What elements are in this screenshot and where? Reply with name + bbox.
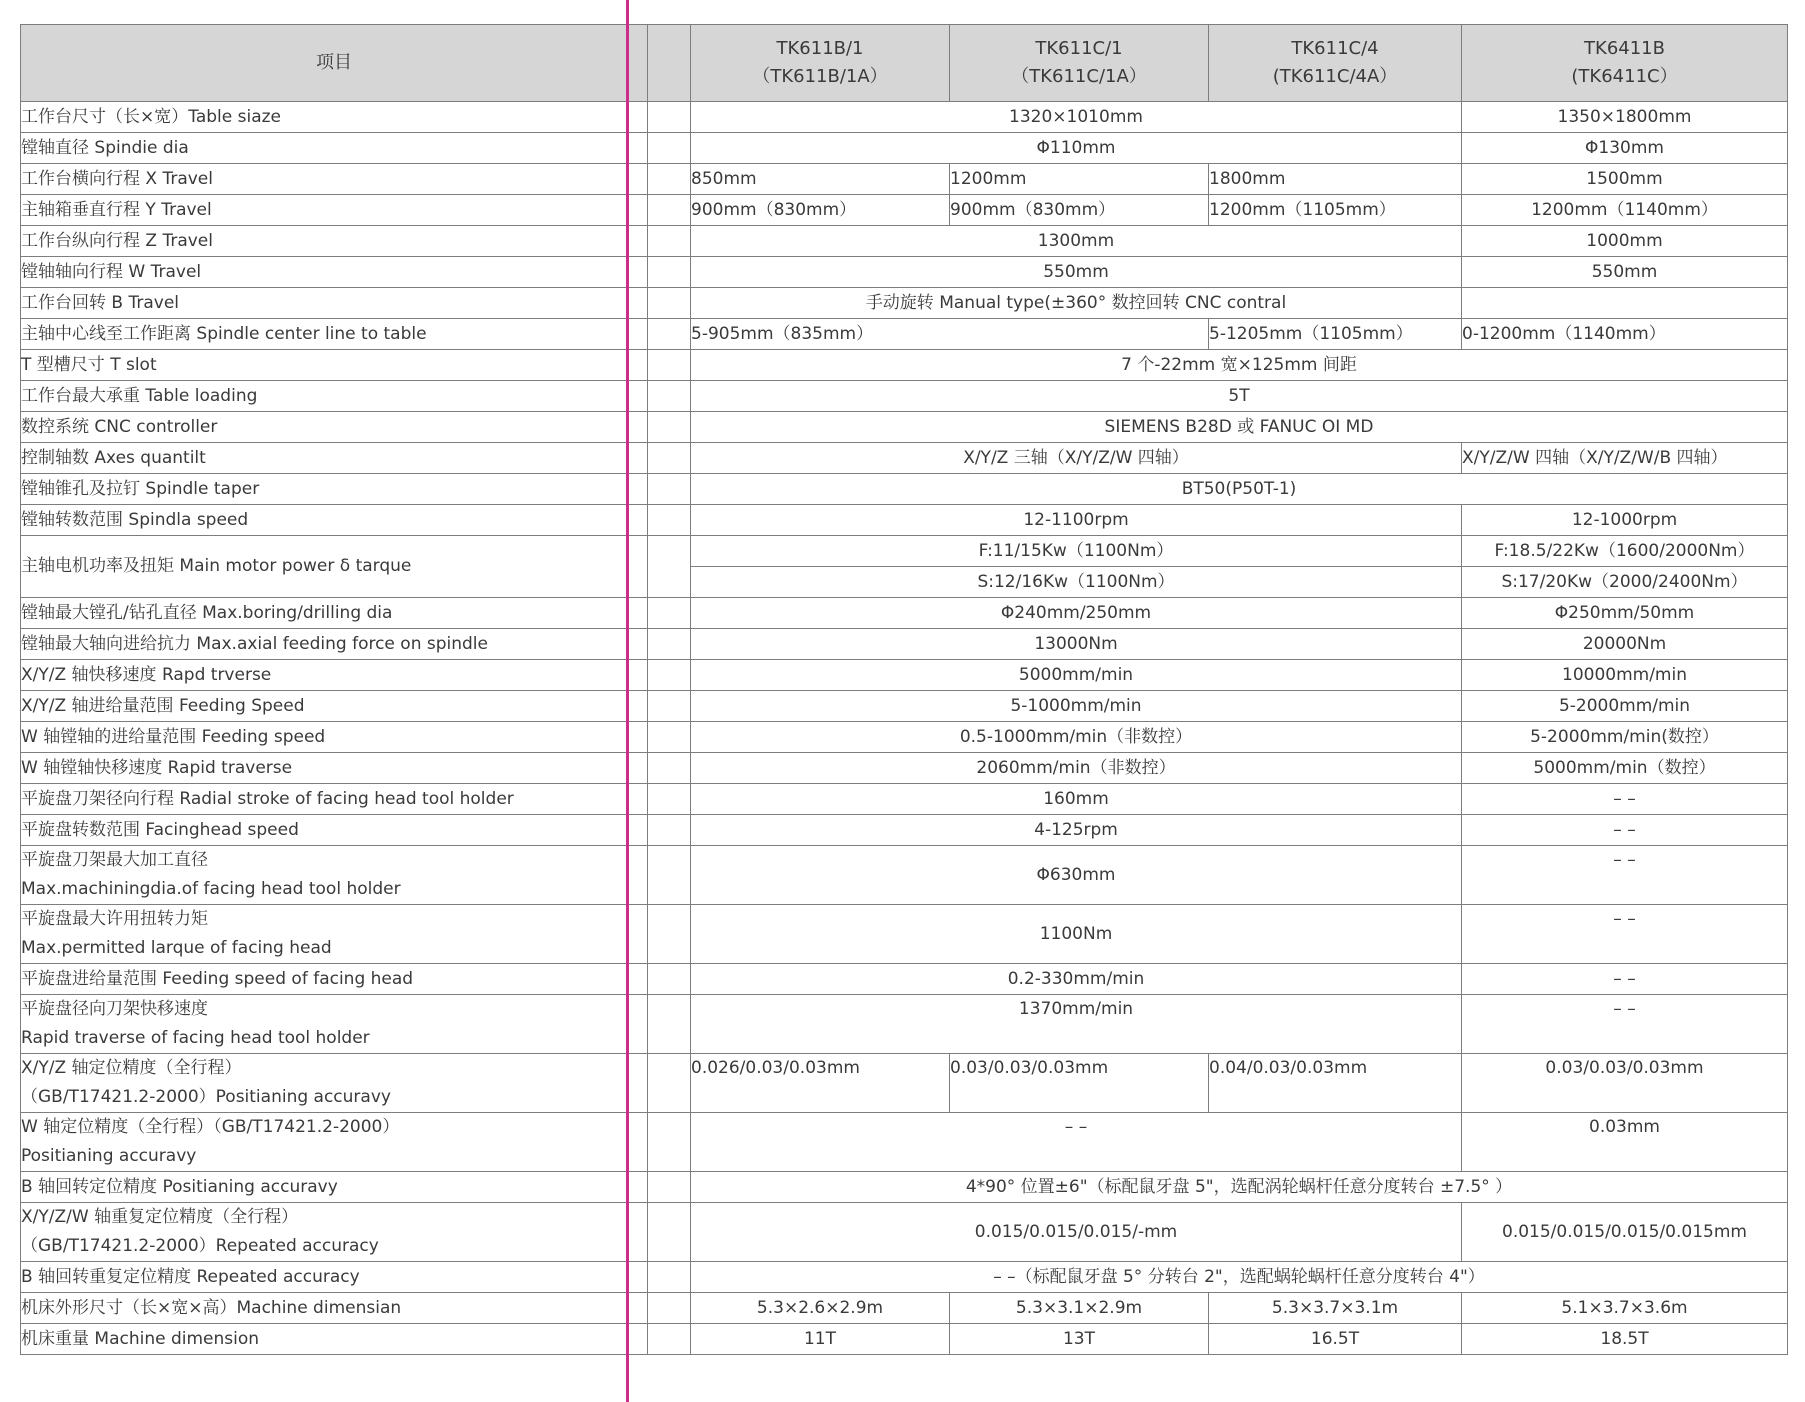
gap-cell (648, 412, 691, 443)
row-label: 主轴电机功率及扭矩 Main motor power δ tarque (21, 536, 648, 598)
table-row (21, 536, 1788, 567)
table-row (21, 381, 1788, 412)
value-cell: 0.03mm (1462, 1113, 1788, 1172)
value-cell: 5.3×2.6×2.9m (691, 1293, 950, 1324)
table-row (21, 964, 1788, 995)
table-row (21, 753, 1788, 784)
value-cell: 20000Nm (1462, 629, 1788, 660)
row-label: 工作台尺寸（长×宽）Table siaze (21, 102, 648, 133)
value-cell: F:11/15Kw（1100Nm） (691, 536, 1462, 567)
table-row (21, 1324, 1788, 1355)
gap-cell (648, 226, 691, 257)
gap-cell (648, 536, 691, 598)
value-cell: 4*90° 位置±6"（标配鼠牙盘 5"，选配涡轮蜗杆任意分度转台 ±7.5° ） (691, 1172, 1788, 1203)
row-label: 镗轴轴向行程 W Travel (21, 257, 648, 288)
row-label: 工作台横向行程 X Travel (21, 164, 648, 195)
row-label: B 轴回转定位精度 Positianing accuravy (21, 1172, 648, 1203)
table-row (21, 133, 1788, 164)
row-label: X/Y/Z 轴进给量范围 Feeding Speed (21, 691, 648, 722)
value-cell: Φ250mm/50mm (1462, 598, 1788, 629)
header-model-2: TK611C/1 （TK611C/1A） (950, 25, 1209, 102)
value-cell: 16.5T (1209, 1324, 1462, 1355)
gap-cell (648, 474, 691, 505)
value-cell: 1320×1010mm (691, 102, 1462, 133)
gap-cell (648, 629, 691, 660)
value-cell: 1800mm (1209, 164, 1462, 195)
value-cell: 900mm（830mm） (950, 195, 1209, 226)
value-cell: 5.3×3.1×2.9m (950, 1293, 1209, 1324)
value-cell: 1500mm (1462, 164, 1788, 195)
value-cell: 5-2000mm/min(数控） (1462, 722, 1788, 753)
value-cell: 13T (950, 1324, 1209, 1355)
table-row (21, 226, 1788, 257)
row-label: 平旋盘转数范围 Facinghead speed (21, 815, 648, 846)
gap-cell (648, 1293, 691, 1324)
table-row (21, 1054, 1788, 1113)
gap-cell (648, 319, 691, 350)
table-row (21, 195, 1788, 226)
value-cell: 0.04/0.03/0.03mm (1209, 1054, 1462, 1113)
row-label: W 轴定位精度（全行程）（GB/T17421.2-2000） Positianing accuravy (21, 1113, 648, 1172)
gap-cell (648, 964, 691, 995)
value-cell: 11T (691, 1324, 950, 1355)
table-row (21, 257, 1788, 288)
value-cell: SIEMENS B28D 或 FANUC OI MD (691, 412, 1788, 443)
value-cell: 1300mm (691, 226, 1462, 257)
table-row (21, 505, 1788, 536)
value-cell: 0.015/0.015/0.015/0.015mm (1462, 1203, 1788, 1262)
table-row (21, 722, 1788, 753)
table-row (21, 412, 1788, 443)
table-row (21, 1203, 1788, 1262)
value-cell: 手动旋转 Manual type(±360° 数控回转 CNC contral (691, 288, 1462, 319)
row-label: 平旋盘刀架最大加工直径 Max.machiningdia.of facing head tool holder (21, 846, 648, 905)
gap-cell (648, 288, 691, 319)
table-row (21, 474, 1788, 505)
magenta-divider-line (626, 0, 629, 1402)
value-cell: Φ240mm/250mm (691, 598, 1462, 629)
value-cell: – – (1462, 995, 1788, 1054)
value-cell: 550mm (1462, 257, 1788, 288)
value-cell: – – (1462, 815, 1788, 846)
value-cell: 5-2000mm/min (1462, 691, 1788, 722)
value-cell: 0.015/0.015/0.015/-mm (691, 1203, 1462, 1262)
row-label: 控制轴数 Axes quantilt (21, 443, 648, 474)
value-cell: 550mm (691, 257, 1462, 288)
gap-cell (648, 443, 691, 474)
table-row (21, 598, 1788, 629)
row-label: 镗轴最大镗孔/钻孔直径 Max.boring/drilling dia (21, 598, 648, 629)
value-cell: 10000mm/min (1462, 660, 1788, 691)
gap-cell (648, 598, 691, 629)
row-label: 镗轴转数范围 Spindla speed (21, 505, 648, 536)
table-row (21, 905, 1788, 964)
value-cell: 5000mm/min (691, 660, 1462, 691)
table-row (21, 164, 1788, 195)
gap-cell (648, 102, 691, 133)
gap-cell (648, 381, 691, 412)
value-cell: 850mm (691, 164, 950, 195)
value-cell: 1200mm (950, 164, 1209, 195)
row-label: 主轴中心线至工作距离 Spindle center line to table (21, 319, 648, 350)
row-label: B 轴回转重复定位精度 Repeated accuracy (21, 1262, 648, 1293)
value-cell: 5-905mm（835mm） (691, 319, 1209, 350)
value-cell: S:12/16Kw（1100Nm） (691, 567, 1462, 598)
row-label: X/Y/Z 轴快移速度 Rapd trverse (21, 660, 648, 691)
gap-cell (648, 784, 691, 815)
row-label: 平旋盘刀架径向行程 Radial stroke of facing head tool holder (21, 784, 648, 815)
value-cell (1462, 288, 1788, 319)
value-cell: 1200mm（1140mm） (1462, 195, 1788, 226)
table-row (21, 660, 1788, 691)
value-cell: 5-1205mm（1105mm） (1209, 319, 1462, 350)
row-label: 工作台最大承重 Table loading (21, 381, 648, 412)
value-cell: 160mm (691, 784, 1462, 815)
table-row (21, 691, 1788, 722)
gap-cell (648, 753, 691, 784)
gap-cell (648, 905, 691, 964)
value-cell: F:18.5/22Kw（1600/2000Nm） (1462, 536, 1788, 567)
table-row (21, 815, 1788, 846)
value-cell: 0-1200mm（1140mm） (1462, 319, 1788, 350)
gap-cell (648, 195, 691, 226)
value-cell: Φ630mm (691, 846, 1462, 905)
row-label: W 轴镗轴的进给量范围 Feeding speed (21, 722, 648, 753)
gap-cell (648, 691, 691, 722)
gap-cell (648, 1324, 691, 1355)
value-cell: 1370mm/min (691, 995, 1462, 1054)
row-label: 镗轴锥孔及拉钉 Spindle taper (21, 474, 648, 505)
value-cell: 18.5T (1462, 1324, 1788, 1355)
gap-cell (648, 846, 691, 905)
row-label: X/Y/Z/W 轴重复定位精度（全行程） （GB/T17421.2-2000）Repeated accuracy (21, 1203, 648, 1262)
value-cell: – – (1462, 846, 1788, 905)
value-cell: – – (1462, 905, 1788, 964)
table-row (21, 443, 1788, 474)
table-row (21, 846, 1788, 905)
header-gap (648, 25, 691, 102)
value-cell: 5T (691, 381, 1788, 412)
row-label: 工作台回转 B Travel (21, 288, 648, 319)
table-row (21, 319, 1788, 350)
row-label: W 轴镗轴快移速度 Rapid traverse (21, 753, 648, 784)
spec-table (20, 24, 1788, 1355)
gap-cell (648, 1203, 691, 1262)
value-cell: 0.026/0.03/0.03mm (691, 1054, 950, 1113)
header-item: 项目 (21, 25, 648, 102)
value-cell: 5.3×3.7×3.1m (1209, 1293, 1462, 1324)
value-cell: Φ130mm (1462, 133, 1788, 164)
gap-cell (648, 995, 691, 1054)
header-row (21, 25, 1788, 102)
value-cell: 1350×1800mm (1462, 102, 1788, 133)
value-cell: 5.1×3.7×3.6m (1462, 1293, 1788, 1324)
table-row (21, 995, 1788, 1054)
table-row (21, 629, 1788, 660)
gap-cell (648, 1172, 691, 1203)
row-label: 主轴箱垂直行程 Y Travel (21, 195, 648, 226)
table-row (21, 288, 1788, 319)
value-cell: 1100Nm (691, 905, 1462, 964)
row-label: 平旋盘进给量范围 Feeding speed of facing head (21, 964, 648, 995)
header-model-1: TK611B/1 （TK611B/1A） (691, 25, 950, 102)
row-label: 机床重量 Machine dimension (21, 1324, 648, 1355)
row-label: 镗轴最大轴向进给抗力 Max.axial feeding force on spindle (21, 629, 648, 660)
gap-cell (648, 1262, 691, 1293)
row-label: X/Y/Z 轴定位精度（全行程） （GB/T17421.2-2000）Positianing accuravy (21, 1054, 648, 1113)
row-label: 平旋盘径向刀架快移速度 Rapid traverse of facing head tool holder (21, 995, 648, 1054)
value-cell: 900mm（830mm） (691, 195, 950, 226)
value-cell: 7 个-22mm 宽×125mm 间距 (691, 350, 1788, 381)
gap-cell (648, 660, 691, 691)
row-label: T 型槽尺寸 T slot (21, 350, 648, 381)
row-label: 工作台纵向行程 Z Travel (21, 226, 648, 257)
gap-cell (648, 164, 691, 195)
value-cell: 5-1000mm/min (691, 691, 1462, 722)
value-cell: 0.03/0.03/0.03mm (950, 1054, 1209, 1113)
gap-cell (648, 505, 691, 536)
value-cell: Φ110mm (691, 133, 1462, 164)
value-cell: – –（标配鼠牙盘 5° 分转台 2"，选配蜗轮蜗杆任意分度转台 4"） (691, 1262, 1788, 1293)
table-row (21, 784, 1788, 815)
value-cell: S:17/20Kw（2000/2400Nm） (1462, 567, 1788, 598)
table-row (21, 1262, 1788, 1293)
value-cell: 13000Nm (691, 629, 1462, 660)
row-label: 机床外形尺寸（长×宽×高）Machine dimensian (21, 1293, 648, 1324)
table-row (21, 1172, 1788, 1203)
gap-cell (648, 133, 691, 164)
gap-cell (648, 350, 691, 381)
value-cell: 12-1100rpm (691, 505, 1462, 536)
gap-cell (648, 257, 691, 288)
row-label: 数控系统 CNC controller (21, 412, 648, 443)
header-model-4: TK6411B (TK6411C） (1462, 25, 1788, 102)
value-cell: X/Y/Z 三轴（X/Y/Z/W 四轴） (691, 443, 1462, 474)
gap-cell (648, 1113, 691, 1172)
value-cell: 0.5-1000mm/min（非数控） (691, 722, 1462, 753)
value-cell: 4-125rpm (691, 815, 1462, 846)
table-row (21, 1293, 1788, 1324)
value-cell: BT50(P50T-1) (691, 474, 1788, 505)
gap-cell (648, 1054, 691, 1113)
row-label: 平旋盘最大许用扭转力矩 Max.permitted larque of facing head (21, 905, 648, 964)
value-cell: 0.2-330mm/min (691, 964, 1462, 995)
value-cell: 5000mm/min（数控） (1462, 753, 1788, 784)
value-cell: X/Y/Z/W 四轴（X/Y/Z/W/B 四轴） (1462, 443, 1788, 474)
value-cell: 1000mm (1462, 226, 1788, 257)
value-cell: 0.03/0.03/0.03mm (1462, 1054, 1788, 1113)
value-cell: – – (1462, 784, 1788, 815)
value-cell: 12-1000rpm (1462, 505, 1788, 536)
gap-cell (648, 722, 691, 753)
value-cell: 2060mm/min（非数控） (691, 753, 1462, 784)
table-row (21, 102, 1788, 133)
table-row (21, 1113, 1788, 1172)
header-model-3: TK611C/4 (TK611C/4A） (1209, 25, 1462, 102)
table-row (21, 350, 1788, 381)
value-cell: 1200mm（1105mm） (1209, 195, 1462, 226)
value-cell: – – (1462, 964, 1788, 995)
gap-cell (648, 815, 691, 846)
value-cell: – – (691, 1113, 1462, 1172)
row-label: 镗轴直径 Spindie dia (21, 133, 648, 164)
